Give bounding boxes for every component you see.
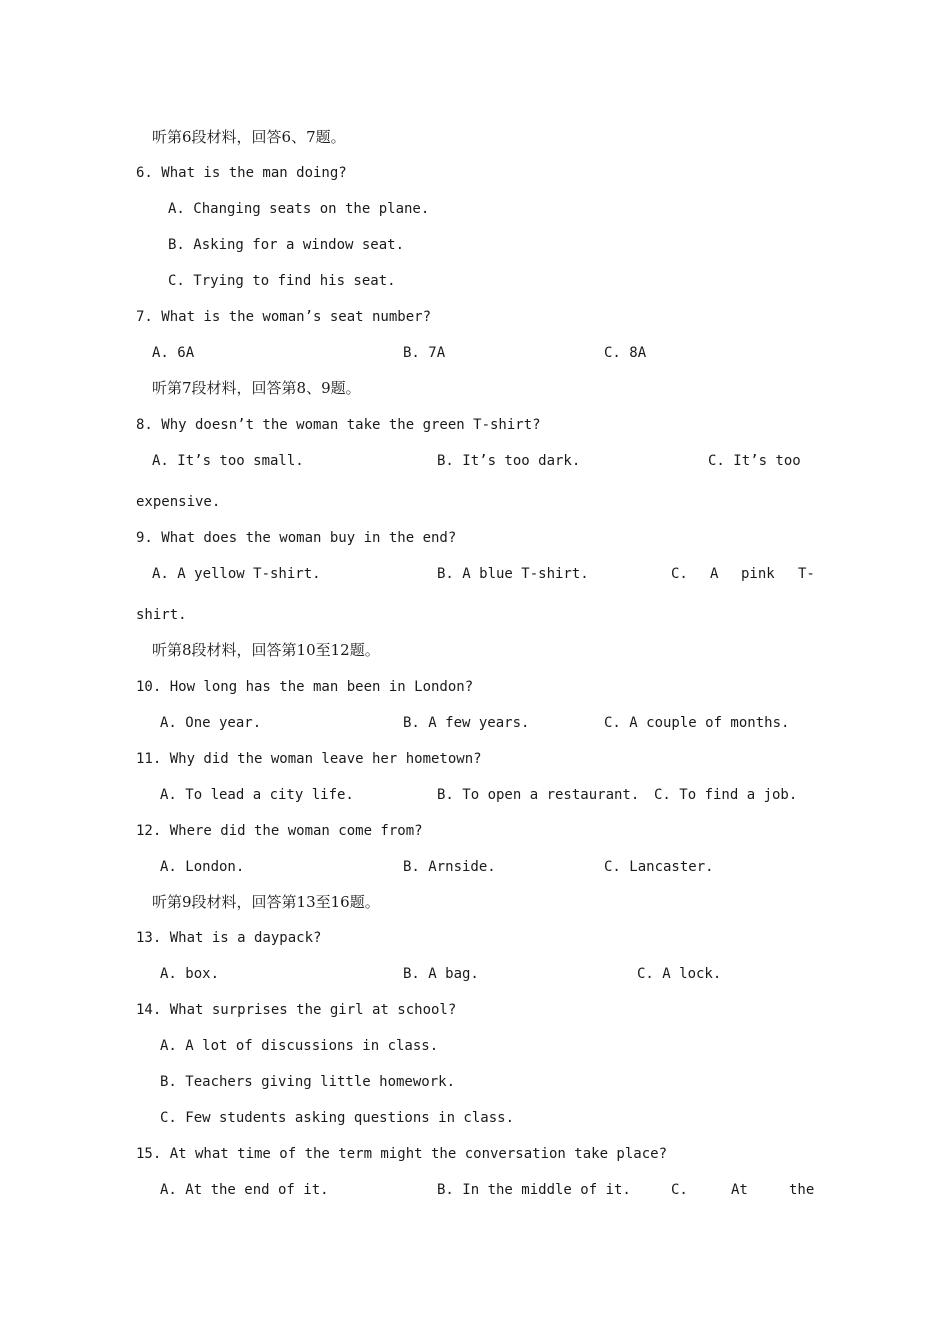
question-12-option-a: A. London. [160, 859, 245, 875]
question-11-option-c: C. To find a job. [654, 787, 798, 803]
question-7-option-b: B. 7A [403, 345, 446, 361]
question-15-option-a: A. At the end of it. [160, 1182, 329, 1198]
question-10-stem: 10. How long has the man been in London? [136, 679, 474, 695]
question-13-option-a: A. box. [160, 966, 220, 982]
question-15-option-c-word-1: At [731, 1182, 748, 1198]
question-8-option-c-continued: expensive. [136, 494, 221, 510]
question-12-option-b: B. Arnside. [403, 859, 496, 875]
question-9-option-c-word-1: A [710, 566, 719, 582]
question-7-option-a: A. 6A [152, 345, 195, 361]
question-9-option-c-label: C. [671, 566, 688, 582]
question-8-option-b: B. It’s too dark. [437, 453, 581, 469]
question-15-option-c-word-2: the [789, 1182, 815, 1198]
question-8-stem: 8. Why doesn’t the woman take the green T-shirt? [136, 417, 541, 433]
question-11-option-a: A. To lead a city life. [160, 787, 354, 803]
question-15-option-b: B. In the middle of it. [437, 1182, 631, 1198]
section-heading-8: 听第8段材料，回答第10至12题。 [152, 641, 380, 659]
question-9-option-c-continued: shirt. [136, 607, 187, 623]
section-heading-6: 听第6段材料，回答6、7题。 [152, 128, 346, 146]
question-15-stem: 15. At what time of the term might the conversation take place? [136, 1146, 668, 1162]
question-13-option-c: C. A lock. [637, 966, 722, 982]
question-13-option-b: B. A bag. [403, 966, 479, 982]
question-14-option-c: C. Few students asking questions in class. [160, 1110, 515, 1126]
question-6-stem: 6. What is the man doing? [136, 165, 347, 181]
question-15-option-c-label: C. [671, 1182, 688, 1198]
section-heading-7: 听第7段材料，回答第8、9题。 [152, 379, 361, 397]
question-14-option-a: A. A lot of discussions in class. [160, 1038, 439, 1054]
question-12-stem: 12. Where did the woman come from? [136, 823, 423, 839]
question-8-option-a: A. It’s too small. [152, 453, 304, 469]
question-9-option-a: A. A yellow T-shirt. [152, 566, 321, 582]
question-6-option-a: A. Changing seats on the plane. [168, 201, 430, 217]
question-9-stem: 9. What does the woman buy in the end? [136, 530, 457, 546]
question-14-option-b: B. Teachers giving little homework. [160, 1074, 456, 1090]
question-12-option-c: C. Lancaster. [604, 859, 714, 875]
question-8-option-c: C. It’s too [708, 453, 801, 469]
question-14-stem: 14. What surprises the girl at school? [136, 1002, 457, 1018]
question-7-stem: 7. What is the woman’s seat number? [136, 309, 432, 325]
question-6-option-c: C. Trying to find his seat. [168, 273, 396, 289]
question-6-option-b: B. Asking for a window seat. [168, 237, 405, 253]
question-10-option-c: C. A couple of months. [604, 715, 790, 731]
question-9-option-b: B. A blue T-shirt. [437, 566, 589, 582]
question-10-option-a: A. One year. [160, 715, 262, 731]
question-11-option-b: B. To open a restaurant. [437, 787, 640, 803]
question-13-stem: 13. What is a daypack? [136, 930, 322, 946]
question-9-option-c-word-2: pink [741, 566, 775, 582]
question-11-stem: 11. Why did the woman leave her hometown? [136, 751, 482, 767]
question-7-option-c: C. 8A [604, 345, 647, 361]
section-heading-9: 听第9段材料，回答第13至16题。 [152, 893, 380, 911]
question-10-option-b: B. A few years. [403, 715, 530, 731]
question-9-option-c-word-3: T- [798, 566, 815, 582]
